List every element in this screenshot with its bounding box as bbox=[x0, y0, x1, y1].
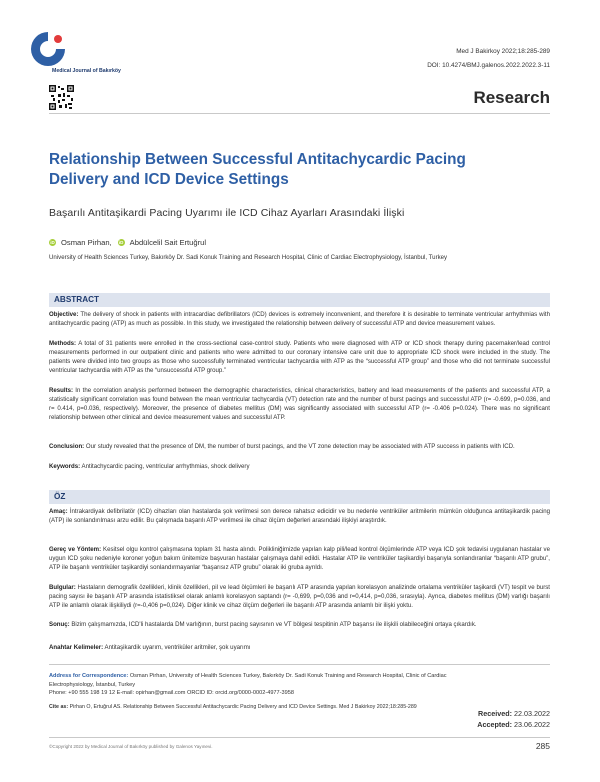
oz-bulgular: Bulgular: Hastaların demografik özellikleri, klinik özellikleri, pil ve lead ölçümleri ile başarılı ATP arasında yapılan korelasyon analizinde ortalama ventriküler taşikardi (VT) tespit ve burst pacing sayısı ile başarılı ATP arasında istatistiksel olarak anlamlı korelasyon saptandı (r= -0,699, p=0,036 and r=0,414, p=0,036, sırasıyla). Ayrıca, diabetes mellitus (DM) varlığı başarılı ATP ile anlamlı olarak ilişkiliydi (r=-0,406 p=0,024). Diğer klinik ve cihaz ölçüm değerleri ile başarılı ATP arasında anlamlı bir ilişki yoktu. bbox=[49, 584, 550, 610]
oz-heading-bar bbox=[49, 490, 550, 504]
header-divider bbox=[49, 113, 550, 114]
abstract-conclusion: Conclusion: Our study revealed that the presence of DM, the number of burst pacings, and the VT zone detection may be associated with ATP success in patients with ICD. bbox=[49, 443, 515, 450]
abstract-heading-bar bbox=[49, 293, 550, 307]
affiliation: University of Health Sciences Turkey, Bakırköy Dr. Sadi Konuk Training and Research Hospital, Clinic of Cardiac Electrophysiology, İstanbul, Turkey bbox=[49, 254, 448, 261]
abstract-keywords: Keywords: Antitachycardic pacing, ventricular arrhythmias, shock delivery bbox=[49, 463, 250, 470]
journal-name: Medical Journal of Bakırköy bbox=[52, 68, 121, 74]
oz-yontem: Gereç ve Yöntem: Kesitsel olgu kontrol çalışmasına toplam 31 hasta alındı. Polikliniğimizde yapılan kalp pili/lead kontrol ölçümlerinde ATP veya ICD şok tedavisi uygulanan hastalar ve uygun ICD şoku nedeniyle koroner yoğun bakım ünitemize başvuran hastalar çalışmaya dahil edildi. Hastalar ATP ile ventriküler taşikardiyi başarıyla sonlandıranlar “başarılı ATP grubu”, ATP ile başarılı ventriküler taşikardiyi sonlandırmayanlar “başarısız ATP grubu” olarak iki gruba ayrıldı. bbox=[49, 546, 550, 572]
abstract-methods: Methods: A total of 31 patients were enrolled in the cross-sectional case-control study. Patients who were diagnosed with ATP or ICD shock therapy during pacemaker/lead control measurements performed in our outpatient clinic and patients who were admitted to our coronary intensive care unit due to appropriate ICD shock were included in the study. The patients were divided into two groups as those who successfully terminated ventricular tachycardia with ATP as the “successful ATP group” and those who did not terminate successful ventricular tachycardia with ATP as the “unsuccessful ATP group.” bbox=[49, 340, 550, 375]
journal-logo bbox=[28, 30, 68, 68]
author-list bbox=[49, 238, 206, 247]
orcid-icon[interactable]: iD bbox=[118, 240, 124, 245]
article-title: Relationship Between Successful Antitachycardic Pacing Delivery and ICD Device Settings bbox=[49, 151, 466, 188]
oz-anahtar: Anahtar Kelimeler: Antitaşikardik uyarım, ventriküler aritmiler, şok uyarımı bbox=[49, 644, 251, 651]
abstract-objective: Objective: The delivery of shock in patients with intracardiac defibrillators (ICD) devices is extremely inconvenient, and therefore it is desirable to terminate ventricular arrhythmias with antitachycardic pacing (ATP) as much as possible. In this study, we investigated the relationship between delivery of successful ATP and device measurement values. bbox=[49, 311, 550, 328]
copyright-divider bbox=[49, 737, 550, 738]
orcid-icon[interactable]: iD bbox=[50, 240, 55, 245]
oz-sonuc: Sonuç: Bizim çalışmamızda, ICD'li hastalarda DM varlığının, burst pacing sayısının ve VT bölgesi tespitinin ATP başarısı ile ilişkili olabileceğini ortaya çıkardık. bbox=[49, 621, 477, 628]
doi-link[interactable]: DOI: 10.4274/BMJ.galenos.2022.2022.3-11 bbox=[427, 62, 550, 69]
cite-as: Cite as: Pirhan O, Ertuğrul AS. Relationship Between Successful Antitachycardic Pacing Delivery and ICD Device Settings. Med J Bakirkoy 2022;18:285-289 bbox=[49, 704, 417, 710]
page-number: 285 bbox=[535, 741, 550, 751]
oz-heading: ÖZ bbox=[54, 492, 66, 501]
section-label: Research bbox=[473, 88, 550, 107]
journal-citation: Med J Bakirkoy 2022;18:285-289 bbox=[456, 48, 550, 55]
abstract-heading: ABSTRACT bbox=[54, 295, 100, 304]
author-name: Abdülcelil Sait Ertuğrul bbox=[129, 238, 207, 247]
article-subtitle: Başarılı Antitaşikardi Pacing Uyarımı ile ICD Cihaz Ayarları Arasındaki İlişki bbox=[49, 207, 405, 219]
abstract-results: Results: In the correlation analysis performed between the demographic characteristics, clinical characteristics, battery and lead measurements of the patients and successful ATP, a statistically significant correlation was found between the mean ventricular tachycardia (VT) detection rate and the number of burst pacings and successful ATP (r= -0.699, p=0.036, and r= 0.414, p=0.036, respectively). Moreover, the presence of diabetes mellitus (DM) was significantly associated with successful ATP (r= -0.406 p=0.024). There was no significant relationship between other clinical and device measurement values and successful ATP. bbox=[49, 387, 550, 422]
oz-amac: Amaç: İntrakardiyak defibrilatör (ICD) cihazları olan hastalarda şok verilmesi son derece rahatsız edicidir ve bu nedenle ventriküler aritmilerin mümkün olduğunca antitaşikardik pacing (ATP) ile sonlandırılması arzu edilir. Bu çalışmada başarılı ATP verilmesi ile cihaz ölçüm değerleri arasındaki ilişkiyi araştırdık. bbox=[49, 508, 550, 525]
qr-code-icon[interactable] bbox=[49, 85, 74, 110]
author-name: Osman Pirhan, bbox=[61, 238, 112, 247]
correspondence: Address for Correspondence: Osman Pirhan, University of Health Sciences Turkey, Bakırköy Dr. Sadi Konuk Training and Research Hospital, Clinic of Cardiac Electrophysiology, İstanbul, Turkey Phone: +90 555 198 19 12 E-mail: opirhan@gmail.com ORCID ID: orcid.org/0000-0002-4977-3958 bbox=[49, 673, 447, 696]
footer-divider bbox=[49, 664, 550, 665]
contact-line[interactable]: Phone: +90 555 198 19 12 E-mail: opirhan@gmail.com ORCID ID: orcid.org/0000-0002-4977-3958 bbox=[49, 690, 294, 696]
received-accepted: Received: 22.03.2022 Accepted: 23.06.2022 bbox=[477, 709, 550, 729]
copyright: ©Copyright 2022 by Medical Journal of Bakırköy published by Galenos Yayınevi. bbox=[49, 744, 213, 749]
